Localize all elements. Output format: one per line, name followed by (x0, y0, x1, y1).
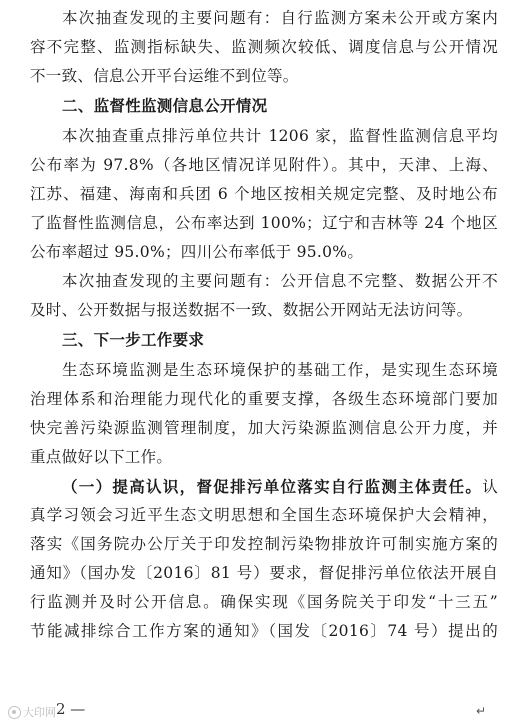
section-heading: 三、下一步工作要求 (62, 331, 205, 349)
watermark-text: 大印网 (23, 706, 56, 719)
page-number: 2 — (56, 700, 86, 718)
watermark (8, 704, 56, 720)
section-heading: 二、监督性监测信息公开情况 (62, 97, 268, 115)
paragraph-line: 公布率为 97.8%（各地区情况详见附件）。其中，天津、上海、 (30, 156, 498, 174)
paragraph-line (30, 472, 498, 501)
paragraph-line: 本次抽查发现的主要问题有：公开信息不完整、数据公开不 (62, 272, 498, 290)
watermark-logo-icon (8, 706, 21, 719)
paragraph-line: 不一致、信息公开平台运维不到位等。 (30, 67, 299, 85)
paragraph-line: 快完善污染源监测管理制度，加大污染源监测信息公开力度，并 (30, 419, 498, 437)
paragraph-line: 重点做好以下工作。 (30, 448, 173, 466)
paragraph-line: 了监督性监测信息，公布率达到 100%；辽宁和吉林等 24 个地区 (30, 214, 498, 232)
paragraph-line: 落实《国务院办公厅关于印发控制污染物排放许可制实施方案的 (30, 535, 498, 553)
bold-lead-text: （一）提高认识，督促排污单位落实自行监测主体责任。 (62, 477, 483, 496)
paragraph-line: 公布率超过 95.0%；四川公布率低于 95.0%。 (30, 243, 364, 261)
document-body (30, 4, 498, 646)
paragraph-line: 江苏、福建、海南和兵团 6 个地区按相关规定完整、及时地公布 (30, 185, 498, 203)
paragraph-line: 真学习领会习近平生态文明思想和全国生态环境保护大会精神， (30, 506, 498, 524)
paragraph-line: 容不完整、监测指标缺失、监测频次较低、调度信息与公开情况 (30, 38, 498, 56)
lead-text-continuation: 认 (482, 478, 498, 496)
paragraph-line: 及时、公开数据与报送数据不一致、数据公开网站无法访问等。 (30, 301, 473, 319)
paragraph-line: 行监测并及时公开信息。确保实现《国务院关于印发“十三五” (30, 593, 498, 611)
paragraph-line: 节能减排综合工作方案的通知》（国发〔2016〕74 号）提出的 (30, 622, 498, 640)
paragraph-line: 通知》（国办发〔2016〕81 号）要求，督促排污单位依法开展自 (30, 564, 498, 582)
paragraph-line: 本次抽查发现的主要问题有：自行监测方案未公开或方案内 (62, 9, 498, 27)
paragraph-line: 生态环境监测是生态环境保护的基础工作，是实现生态环境 (62, 361, 498, 379)
paragraph-mark-icon: ↵ (476, 704, 487, 718)
paragraph-line: 本次抽查重点排污单位共计 1206 家，监督性监测信息平均 (62, 127, 498, 145)
page-footer (0, 696, 515, 725)
paragraph-line: 治理体系和治理能力现代化的重要支撑，各级生态环境部门要加 (30, 390, 498, 408)
